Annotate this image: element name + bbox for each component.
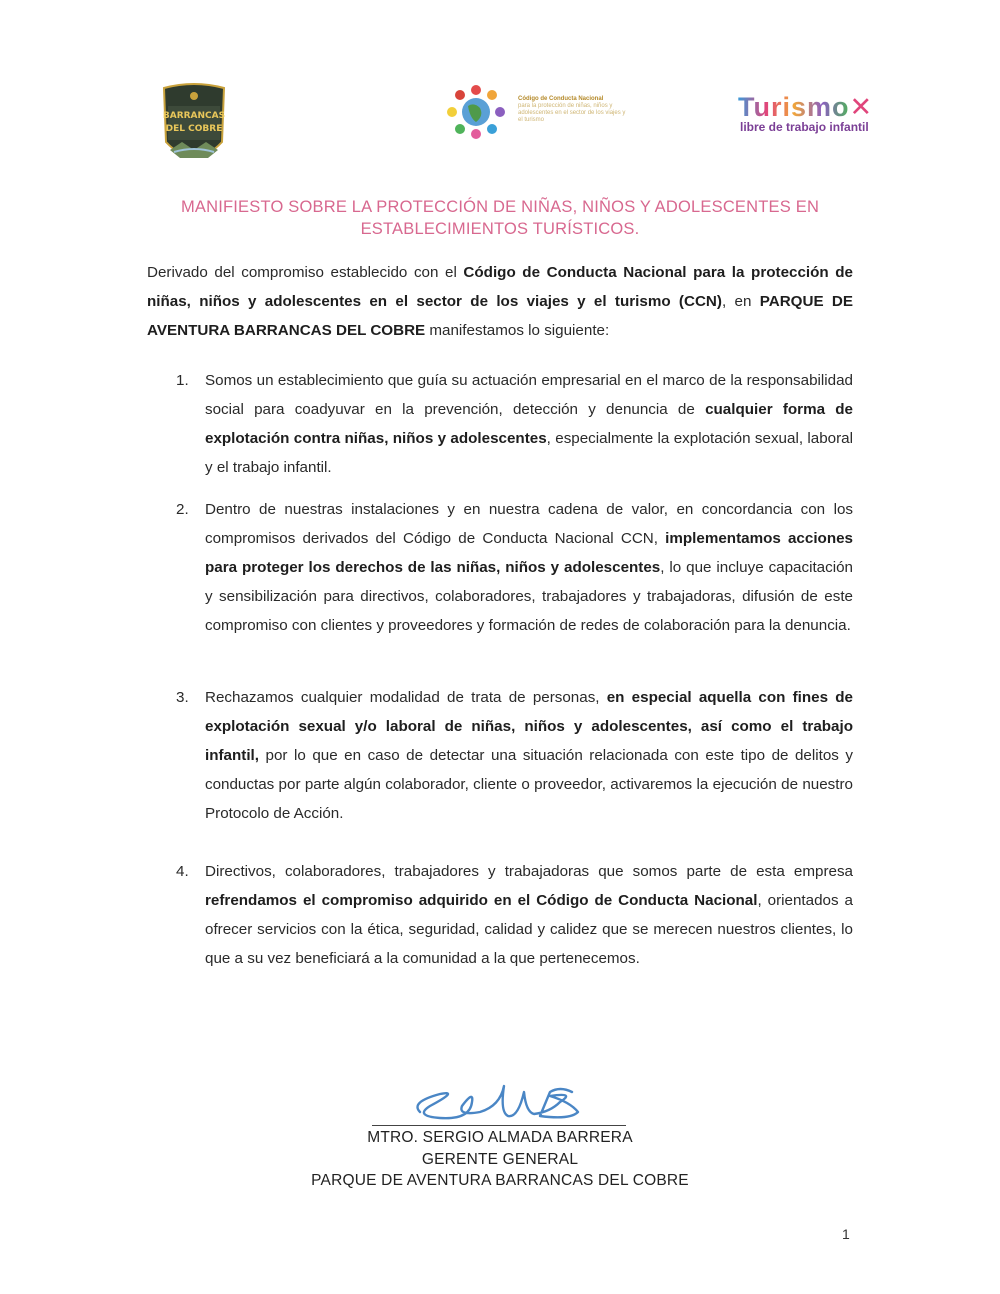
signer-company: PARQUE DE AVENTURA BARRANCAS DEL COBRE [311,1172,689,1189]
signer-position: GERENTE GENERAL [421,1151,579,1168]
list-item: Rechazamos cualquier modalidad de trata de personas, en especial aquella con fines de explotación sexual y/o laboral de niñas, niños y adolescentes, así como el trabajo infantil, por lo que en caso de detectar una situación relacionada con este tipo de delitos y conductas por parte algún colaborador, cliente o proveedor, activaremos la ejecución de nuestro Protocolo de Acción. [205,689,853,822]
list-item: Dentro de nuestras instalaciones y en nuestra cadena de valor, en concordancia con los compromisos derivados del Código de Conducta Nacional CCN, implementamos acciones para proteger los derechos de las niñas, niños y adolescentes, lo que incluye capacitación y sensibilización para directivos, colaboradores, trabajadores y trabajadoras, difusión de este compromiso con clientes y proveedores y formación de redes de colaboración para la denuncia. [205,501,853,634]
title-line-2: ESTABLECIMIENTOS TURÍSTICOS. [360,220,640,238]
barrancas-del-cobre-logo [158,80,230,172]
turismo-libre-trabajo-infantil-logo [738,92,898,136]
item-4-number: 4. [176,863,189,880]
svg-text:BARRANCAS: BARRANCAS [162,111,226,121]
ccn-logo-subtitle: para la protección de niñas, niños y adolescentes en el sector de los viajes y el turismo [518,103,626,123]
title-line-1: MANIFIESTO SOBRE LA PROTECCIÓN DE NIÑAS, NIÑOS Y ADOLESCENTES EN [180,198,820,216]
page-number: 1 [842,1226,850,1242]
item-2-number: 2. [176,501,189,518]
list-item: Somos un establecimiento que guía su actuación empresarial en el marco de la responsabilidad social para coadyuvar en la prevención, detección y denuncia de cualquier forma de explotación contra niñas, niños y adolescentes, especialmente la explotación sexual, laboral y el trabajo infantil. [205,372,853,476]
item-1-number: 1. [176,372,189,389]
item-3-number: 3. [176,689,189,706]
turismo-word: Turismo [738,92,850,122]
intro-paragraph: Derivado del compromiso establecido con el Código de Conducta Nacional para la protección de niñas, niños y adolescentes en el sector de los viajes y el turismo (CCN), en PARQUE DE AVENTURA BARRANCAS DEL COBRE manifestamos lo siguiente: [147,264,853,339]
document-title [120,196,880,240]
turismo-logo-word: Turismo✕ [738,92,874,122]
list-item: Directivos, colaboradores, trabajadores y trabajadoras que somos parte de esta empresa refrendamos el compromiso adquirido en el Código de Conducta Nacional, orientados a ofrecer servicios con la ética, seguridad, calidad y calidez que se merecen nuestros clientes, lo que a su vez beneficiará a la comunidad a la que pertenecemos. [205,863,854,967]
ccn-logo-title: Código de Conducta Nacional [518,96,604,102]
codigo-conducta-nacional-logo [440,82,640,142]
svg-text:DEL COBRE: DEL COBRE [165,124,223,134]
handwritten-signature [400,1072,600,1130]
signature-line [372,1125,626,1126]
turismo-logo-subtitle: libre de trabajo infantil [740,120,869,134]
signer-name: MTRO. SERGIO ALMADA BARRERA [367,1129,633,1146]
